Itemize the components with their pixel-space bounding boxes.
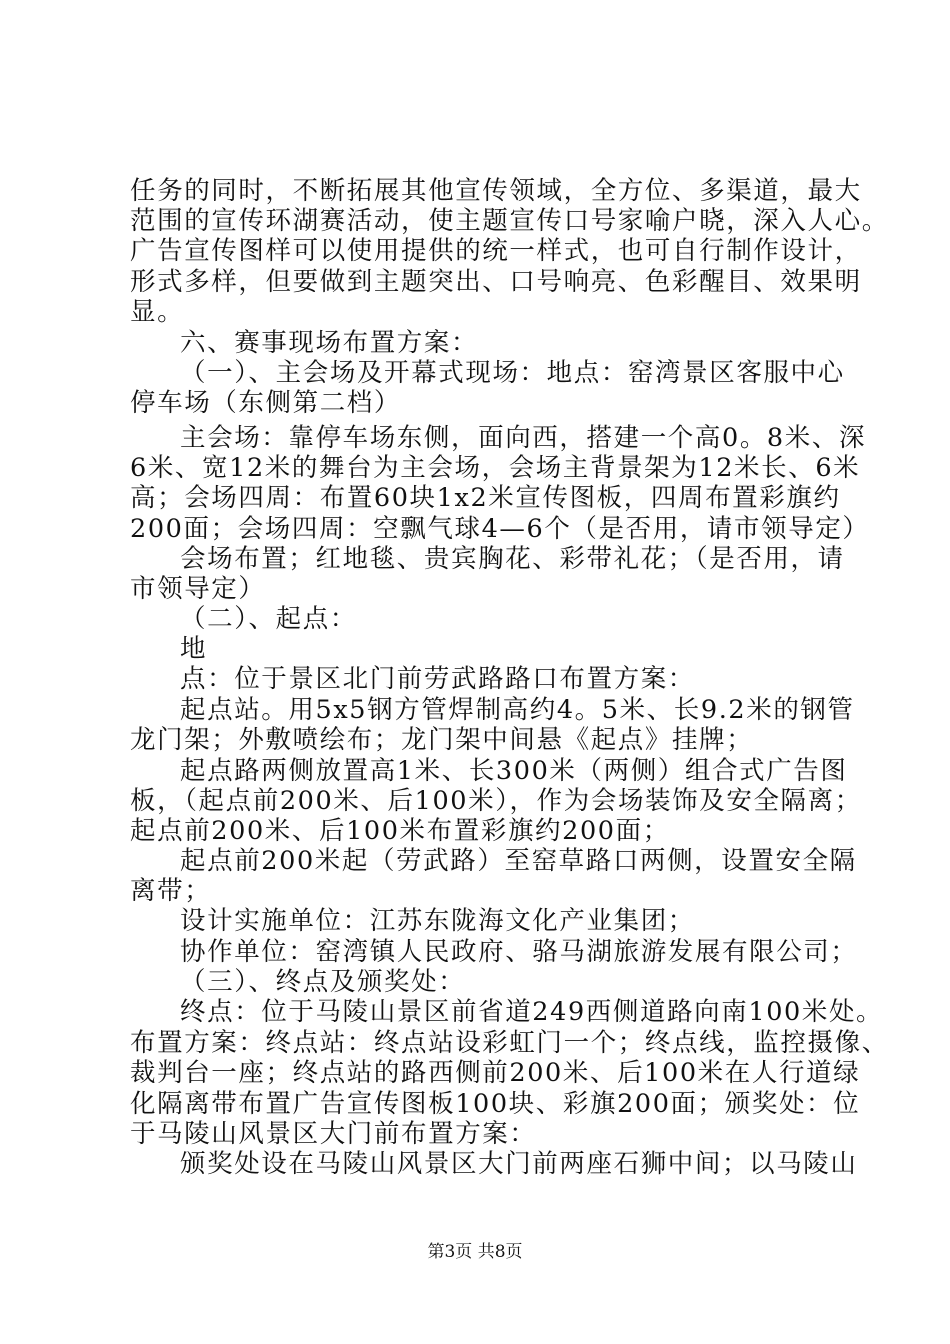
text-line: 高；会场四周：布置60块1x2米宣传图板，四周布置彩旗约 (130, 483, 841, 513)
subsection-heading: （二）、起点： (180, 604, 357, 634)
text-line: 设计实施单位：江苏东陇海文化产业集团； (180, 906, 695, 936)
text-line: 龙门架；外敷喷绘布；龙门架中间悬《起点》挂牌； (130, 725, 754, 755)
text-line: 显。 (130, 297, 185, 327)
text-line: 颁奖处设在马陵山风景区大门前两座石狮中间；以马陵山 (180, 1149, 858, 1179)
text-line: 裁判台一座；终点站的路西侧前200米、后100米在人行道绿 (130, 1058, 861, 1088)
text-line: 200面；会场四周：空飘气球4—6个（是否用，请市领导定） (130, 514, 870, 544)
text-line: 布置方案：终点站：终点站设彩虹门一个；终点线，监控摄像、 (130, 1028, 889, 1058)
section-heading: 六、赛事现场布置方案： (180, 328, 479, 358)
text-line: 板，（起点前200米、后100米），作为会场装饰及安全隔离； (130, 786, 862, 816)
text-line: 广告宣传图样可以使用提供的统一样式，也可自行制作设计， (130, 236, 862, 266)
text-line: 起点前200米起（劳武路）至窑草路口两侧，设置安全隔 (180, 846, 857, 876)
text-line: 任务的同时，不断拓展其他宣传领域，全方位、多渠道，最大 (130, 176, 862, 206)
page-number-footer: 第3页 共8页 (427, 1242, 523, 1262)
text-line: 会场布置；红地毯、贵宾胸花、彩带礼花；（是否用，请 (180, 544, 845, 574)
text-line: 协作单位：窑湾镇人民政府、骆马湖旅游发展有限公司； (180, 937, 858, 967)
text-line: 离带； (130, 876, 212, 906)
text-line: 形式多样，但要做到主题突出、口号响亮、色彩醒目、效果明 (130, 267, 862, 297)
text-line: 主会场：靠停车场东侧，面向西，搭建一个高0。8米、深 (180, 423, 867, 453)
text-line: 化隔离带布置广告宣传图板100块、彩旗200面；颁奖处：位 (130, 1089, 861, 1119)
text-line: 市领导定） (130, 574, 266, 604)
text-line: 于马陵山风景区大门前布置方案： (130, 1119, 537, 1149)
subsection-heading: （三）、终点及颁奖处： (180, 967, 466, 997)
text-line: 起点前200米、后100米布置彩旗约200面； (130, 816, 670, 846)
subsection-heading: （一）、主会场及开幕式现场：地点：窑湾景区客服中心 (180, 358, 845, 388)
text-line: 起点站。用5x5钢方管焊制高约4。5米、长9.2米的钢管 (180, 695, 855, 725)
text-line: 起点路两侧放置高1米、长300米（两侧）组合式广告图 (180, 756, 848, 786)
text-line: 停车场（东侧第二档） (130, 388, 402, 418)
text-line: 终点：位于马陵山景区前省道249西侧道路向南100米处。 (180, 997, 884, 1027)
text-line: 地 (180, 634, 208, 664)
text-line: 点：位于景区北门前劳武路路口布置方案： (180, 664, 695, 694)
text-line: 范围的宣传环湖赛活动，使主题宣传口号家喻户晓，深入人心。 (130, 206, 889, 236)
text-line: 6米、宽12米的舞台为主会场，会场主背景架为12米长、6米 (130, 453, 861, 483)
